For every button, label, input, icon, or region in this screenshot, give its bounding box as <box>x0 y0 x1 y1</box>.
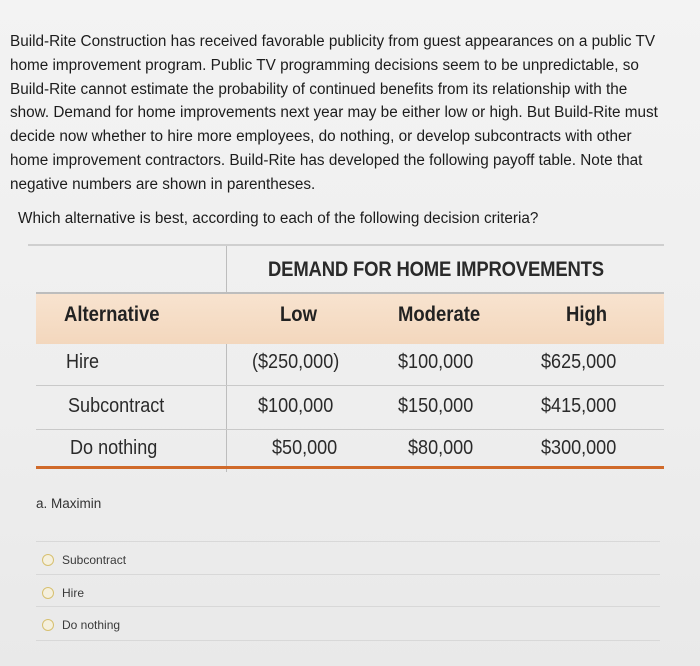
cell-high: $415,000 <box>541 394 617 417</box>
table-bottom-rule <box>36 466 664 469</box>
part-a-label: a. Maximin <box>36 496 102 511</box>
header-high: High <box>566 303 608 326</box>
cell-low: ($250,000) <box>252 350 340 373</box>
radio-button[interactable] <box>42 619 54 631</box>
cell-high: $300,000 <box>541 436 617 459</box>
option-hire[interactable] <box>42 586 84 600</box>
option-subcontract[interactable] <box>42 553 126 567</box>
payoff-table <box>28 244 666 474</box>
header-alternative: Alternative <box>64 303 160 326</box>
option-do-nothing[interactable] <box>42 618 120 632</box>
cell-moderate: $80,000 <box>408 436 474 459</box>
option-divider <box>36 541 660 542</box>
row-label: Hire <box>66 350 100 373</box>
radio-button[interactable] <box>42 587 54 599</box>
header-moderate: Moderate <box>398 303 481 326</box>
cell-high: $625,000 <box>541 350 617 373</box>
header-low: Low <box>280 303 317 326</box>
cell-moderate: $150,000 <box>398 394 474 417</box>
cell-low: $100,000 <box>258 394 334 417</box>
table-title: DEMAND FOR HOME IMPROVEMENTS <box>268 258 604 281</box>
question-prompt: Which alternative is best, according to each of the following decision criteria? <box>18 210 539 227</box>
radio-button[interactable] <box>42 554 54 566</box>
table-top-rule <box>28 244 664 246</box>
option-label: Subcontract <box>62 553 127 567</box>
option-label: Hire <box>62 586 85 600</box>
row-label: Do nothing <box>70 436 158 459</box>
row-label: Subcontract <box>68 394 165 417</box>
table-row <box>36 342 664 386</box>
option-label: Do nothing <box>62 618 121 632</box>
table-row <box>36 386 664 430</box>
option-divider <box>36 574 660 575</box>
option-divider <box>36 640 660 641</box>
cell-moderate: $100,000 <box>398 350 474 373</box>
option-divider <box>36 606 660 607</box>
cell-low: $50,000 <box>272 436 338 459</box>
question-text: Build-Rite Construction has received favorable publicity from guest appearances on a public TV home improvement program. Public TV programming decisions seem to be unpredictable, so Build-Rite cannot estimate the probability of continued benefits from its relationship with the show. Demand for home improvements next year may be either low or high. But Build-Rite must decide now whether to hire more employees, do nothing, or develop subcontracts with other home improvement contractors. Build-Rite has developed the following payoff table. Note that negative numbers are shown in parentheses. <box>10 33 658 193</box>
